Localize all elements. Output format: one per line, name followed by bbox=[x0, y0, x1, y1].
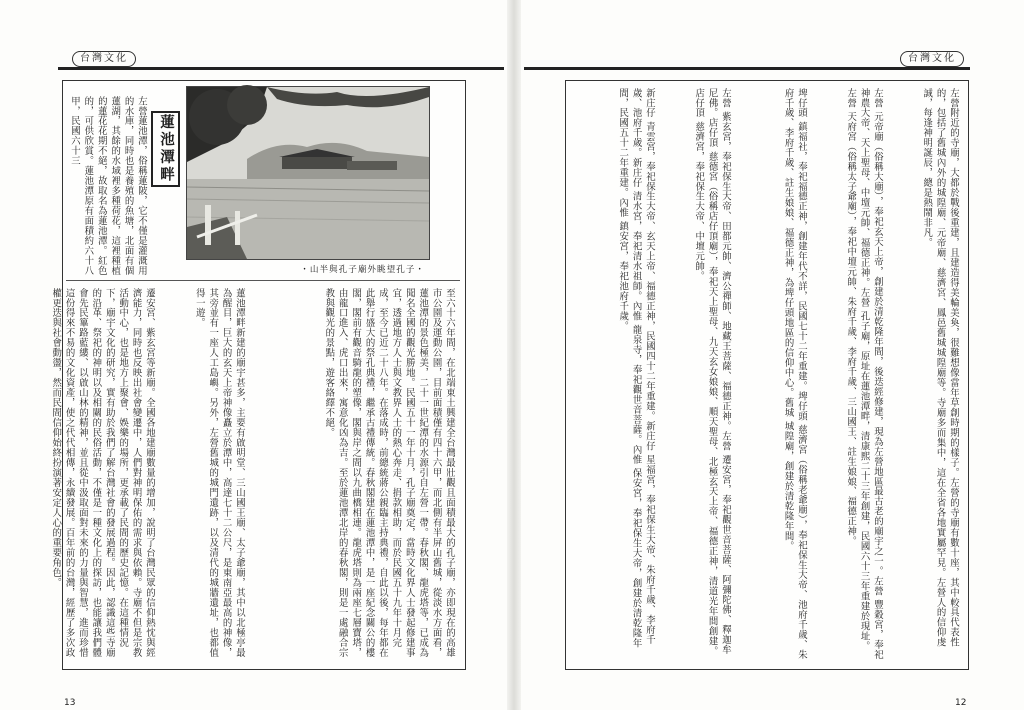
right-column-c: 埤仔頭 鎮福社，奉祀福德正神，創建年代不詳，民國七十二年重建。埤仔頭 慈濟宮（俗稱老爺廟），奉祀保生大帝、池府千歲、朱府千歲、李府千歲、註生娘娘、福德正神，為埤仔頭地區的信仰中心。舊城 城隍廟，創建於清乾隆年間。 bbox=[782, 88, 807, 660]
left-section-divider bbox=[66, 280, 460, 281]
page-number-left: 13 bbox=[64, 698, 76, 708]
book-gutter bbox=[507, 0, 521, 710]
article-title: 蓮池潭畔 bbox=[151, 111, 180, 187]
brand-logo-left: 台灣文化 bbox=[72, 51, 136, 67]
right-column-e: 新庄仔 青雲宮，奉祀保生大帝、玄天上帝、福德正神，民國四十二年重建。新庄仔 星福宮，奉祀保生大帝、朱府千歲、李府千歲、池府千歲。新庄仔 清水宮，奉祀清水祖師。內惟 龍泉寺，奉祀觀世音菩薩。內惟 保安宮，奉祀保生大帝，創建於清乾隆年間，民國五十二年重建。內惟 鎮安宮，奉祀池府千歲。 bbox=[617, 88, 655, 649]
left-lower-text-2: 蓮池潭畔新建的廟宇甚多，主要有啟明堂、三山國王廟、太子爺廟，其中以北極亭最為醒目，巨大的玄天上帝神像矗立於潭中，高達七十二公尺，是東南亞最高的神像，其旁並有一座人工島嶼。另外，左營舊城的城門遺跡，以及清代的城牆遺址，也都值得一遊。 bbox=[193, 288, 245, 658]
page-number-right: 12 bbox=[955, 698, 967, 708]
lotus-pond-illustration bbox=[187, 87, 429, 259]
left-lower-text-1: 至六十六年間，在北端東土興建全台灣最壯觀且面積最大的孔子廟，亦即現在的高雄市公園及運動公園，目前面積僅有四十六甲，而北側有半屏山舊城，從淡水方面看，蓮池潭的景色極美，二十一世紀潭的水源引自左營一帶。春秋閣、龍虎塔等，已成為聞名全國的觀光勝地。民國五十一年十月，孔子廟奠定，當時文化界人士發起修建事宜，透過地方人士與文教界人士的熱心奔走、捐款相助，而於民國五十九年十月完成，至今已近二十八年。在落成時，前總統蔣公親臨主持典禮，自此以後，每年都在此舉行盛大的祭孔典禮，繼承古禮傳統。春秋閣建在蓮池潭中，是一座紀念關公的樓閣，閣前有觀音騎龍的塑像，閣與岸之間以九曲橋相連。龍虎塔則為兩座七層寶塔，由龍口進入、虎口出來，寓意化凶為吉。至於蓮池潭北岸的春秋閣，則是一處融合宗教與觀光的景點，遊客絡繹不絕。 bbox=[323, 288, 455, 658]
photo-caption: ・山半與孔子廟外眺望孔子・ bbox=[300, 265, 425, 275]
header-rule-right bbox=[524, 67, 970, 70]
header-rule-left bbox=[58, 67, 504, 70]
left-intro-text: 左營蓮池潭，俗稱蓮陂，它不僅是灌溉用的水庫，同時也是養殖的魚塘，北面有個蓮湖，其餘的水域裡多種荷花，這裡種植的蓮花花期不絕，故取名為蓮池潭。紅色的，可供欣賞。蓮池潭原有面積約六十八甲，民國六十三 bbox=[68, 96, 147, 276]
right-column-d: 左營 紫玄宮，奉祀保生大帝、田都元帥、濟公禪師、地藏王菩薩、福德正神。左營 遷安宮，奉祀觀世音菩薩、阿彌陀佛、釋迦牟尼佛。店仔頂 慈德宮（俗稱店仔頂廟），奉祀天上聖母、九天玄女娘娘、順天聖母、北極玄天上帝、福德正神，清道光年間創建。店仔頂 慈濟宮，奉祀保生大帝、中壇元帥。 bbox=[693, 88, 731, 657]
right-column-b: 左營 元帝廟（俗稱大廟），奉祀玄天上帝，創建於清乾隆年間，後迭經修建，現為左營地區最古老的廟宇之一。左營 豐穀宮，奉祀神農大帝、天上聖母、中壇元帥、福德正神。左營 孔子廟，原址在蓮池潭畔，清康熙二十三年創建，民國六十三年重建於現址。左營 天府宮（俗稱太子爺廟），奉祀中壇元帥、朱府千歲、李府千歲、三山國王、註生娘娘、福德正神。 bbox=[845, 88, 883, 660]
left-lower-text-3: 遷安宮、紫玄宮等新廟。全國各地建廟數量的增加，說明了台灣民眾的信仰熱忱與經濟能力，同時也反映出社會變遷中，人們對神明保佑的需求與依賴。寺廟不但是宗教活動中心，也是地方上聚會、娛樂的場所，更承載了民間的歷史記憶。在這種情況下，廟宇文化的研究，實有助於我們了解台灣社會的發展過程。因此，認識這些寺廟的沿革、祭祀的神明以及相關的民俗活動，不僅是一種文化上的探訪，也能讓我們體會先民篳路藍縷、以啟山林的精神，並且從中汲取面對未來的力量與智慧，進而珍惜這份得來不易的文化資產，使之代代相傳，永續發展。百年前的台灣，經歷了多次政權更迭與社會動盪，然而民間信仰始終扮演著安定人心的重要角色。 bbox=[50, 288, 155, 658]
right-column-a: 左營附近的寺廟，大都於戰後重建，且建造得美輪美奐，很難想像當年草創時期的樣子。左營的寺廟有數十座，其中較具代表性的，包括了舊城內外的城隍廟、元帝廟、慈濟宮、鳳邑舊城城隍廟等。寺廟多而集中，這在全省各地實屬罕見。左營人的信仰虔誠，每逢神明誕辰，總是熱鬧非凡。 bbox=[921, 88, 959, 648]
lotus-pond-photo bbox=[186, 86, 430, 260]
brand-logo-right: 台灣文化 bbox=[900, 51, 964, 67]
